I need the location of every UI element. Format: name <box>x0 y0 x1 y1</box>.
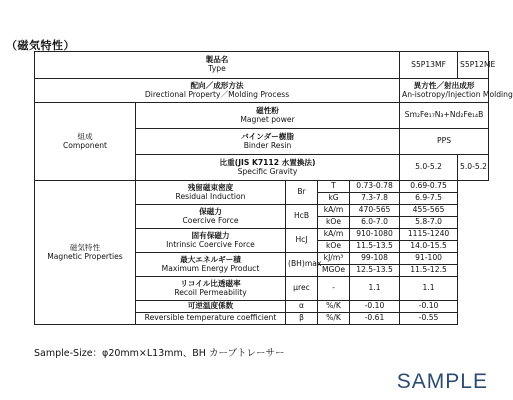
binder-cell <box>136 129 400 155</box>
unit-cell: kOe <box>318 217 350 229</box>
sample-size-note: Sample-Size：φ20mm×L13mm、BH カーブトレーサー <box>34 348 285 359</box>
binder-en: Binder Resin <box>243 140 292 150</box>
unit-cell: kA/m <box>318 229 350 241</box>
recoil-value-2: 1.1 <box>400 277 458 301</box>
unit-cell: kA/m <box>318 205 350 217</box>
unit-cell: T <box>318 181 350 193</box>
value-cell: 0.73-0.78 <box>350 181 400 193</box>
property-name-cell <box>136 205 286 229</box>
alpha-symbol: α <box>286 301 318 313</box>
alpha-value-2: -0.10 <box>400 301 458 313</box>
magnetic-label-jp: 磁気特性 <box>69 242 101 252</box>
orientation-value-en: An-isotropy/Injection Molding <box>402 89 513 99</box>
recoil-unit: - <box>318 277 350 301</box>
unit-cell: kJ/m³ <box>318 253 350 265</box>
sample-watermark: SAMPLE <box>396 370 488 393</box>
binder-value: PPS <box>400 129 489 155</box>
magnetic-spec-table <box>34 51 513 325</box>
value-cell: 1115-1240 <box>400 229 458 241</box>
property-symbol: Br <box>286 181 318 205</box>
orientation-value-jp: 異方性／射出成形 <box>413 80 475 90</box>
recoil-jp: リコイル比透磁率 <box>180 278 241 288</box>
rev-temp-jp-cell <box>136 301 286 313</box>
magnet-powder-value: Sm₂Fe₁₇N₃+Nd₂Fe₁₄B <box>400 103 489 129</box>
value-cell: 470-565 <box>350 205 400 217</box>
orientation-label-jp: 配向／成形方法 <box>190 80 244 90</box>
unit-cell: MGOe <box>318 265 350 277</box>
beta-value-1: -0.61 <box>350 313 400 325</box>
value-cell: 455-565 <box>400 205 458 217</box>
magnet-powder-en: Magnet power <box>240 114 295 124</box>
type-label-en: Type <box>208 64 226 73</box>
gravity-jp: 比重(JIS K7112 水置換法) <box>219 157 316 167</box>
unit-cell: kOe <box>318 241 350 253</box>
gravity-value-1: 5.0-5.2 <box>400 155 458 181</box>
value-cell: 5.8-7.0 <box>400 217 458 229</box>
property-en: Intrinsic Coercive Force <box>166 239 255 249</box>
rev-temp-en-cell <box>136 313 286 325</box>
property-name-cell <box>136 253 286 277</box>
gravity-cell <box>136 155 400 181</box>
value-cell: 12.5-13.5 <box>350 265 400 277</box>
magnetic-group-cell <box>35 181 136 325</box>
magnetic-label-en: Magnetic Properties <box>47 251 123 261</box>
magnet-powder-jp: 磁性粉 <box>256 105 279 115</box>
value-cell: 910-1080 <box>350 229 400 241</box>
rev-temp-jp: 可逆温度係数 <box>187 301 234 311</box>
alpha-unit: %/K <box>318 301 350 313</box>
property-symbol: HcB <box>286 205 318 229</box>
property-jp: 残留磁束密度 <box>187 182 234 192</box>
component-label-jp: 組成 <box>77 131 93 141</box>
orientation-label-en: Directional Property／Molding Process <box>144 89 290 99</box>
value-cell: 11.5-13.5 <box>350 241 400 253</box>
property-name-cell <box>136 229 286 253</box>
property-jp: 固有保磁力 <box>191 230 230 240</box>
recoil-en: Recoil Permeability <box>174 287 247 297</box>
recoil-name-cell <box>136 277 286 301</box>
orientation-value-cell <box>400 79 513 103</box>
recoil-value-1: 1.1 <box>350 277 400 301</box>
value-cell: 6.0-7.0 <box>350 217 400 229</box>
unit-cell: kG <box>318 193 350 205</box>
beta-unit: %/K <box>318 313 350 325</box>
component-group-cell <box>35 103 136 181</box>
value-cell: 14.0-15.5 <box>400 241 458 253</box>
property-name-cell <box>136 181 286 205</box>
property-jp: 最大エネルギー積 <box>180 254 241 264</box>
beta-symbol: β <box>286 313 318 325</box>
component-label-en: Component <box>62 140 108 150</box>
property-en: Maximum Energy Product <box>161 263 260 273</box>
rev-temp-en: Reversible temperature coefficient <box>144 313 277 323</box>
beta-value-2: -0.55 <box>400 313 458 325</box>
property-en: Coercive Force <box>182 215 239 225</box>
property-symbol: (BH)max <box>286 253 318 277</box>
grade-2-header: S5P12ME <box>458 52 489 79</box>
value-cell: 11.5-12.5 <box>400 265 458 277</box>
section-title: （磁気特性） <box>6 39 75 52</box>
value-cell: 6.9-7.5 <box>400 193 458 205</box>
property-jp: 保磁力 <box>199 206 222 216</box>
binder-jp: バインダー樹脂 <box>241 131 294 141</box>
grade-1-header: S5P13MF <box>400 52 458 79</box>
gravity-value-2: 5.0-5.2 <box>458 155 489 181</box>
recoil-symbol: μrec <box>286 277 318 301</box>
orientation-header-cell <box>35 79 400 103</box>
type-header-cell <box>35 52 400 79</box>
property-en: Residual Induction <box>175 191 246 201</box>
value-cell: 0.69-0.75 <box>400 181 458 193</box>
property-symbol: HcJ <box>286 229 318 253</box>
type-label-jp: 製品名 <box>205 55 229 65</box>
value-cell: 91-100 <box>400 253 458 265</box>
magnet-powder-cell <box>136 103 400 129</box>
value-cell: 99-108 <box>350 253 400 265</box>
value-cell: 7.3-7.8 <box>350 193 400 205</box>
gravity-en: Specific Gravity <box>237 166 298 176</box>
alpha-value-1: -0.10 <box>350 301 400 313</box>
